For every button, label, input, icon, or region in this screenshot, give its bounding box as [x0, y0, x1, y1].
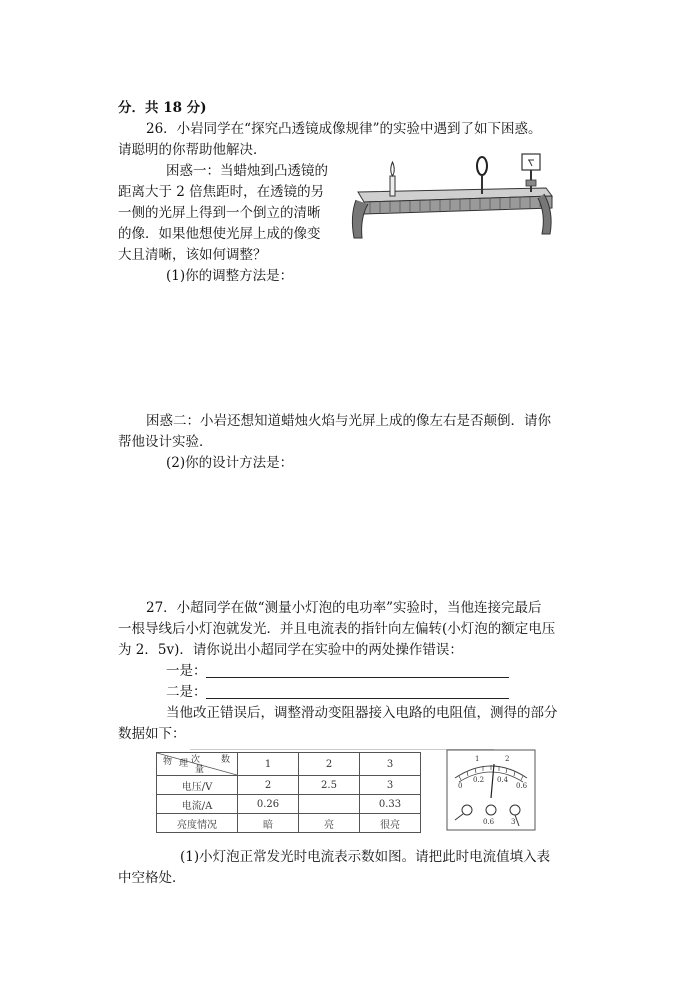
meter-scale-02: 0.2: [473, 776, 485, 784]
q27-after-line-2: 数据如下：: [118, 726, 186, 742]
q26-confusion2-line-1: 困惑二：小岩还想知道蜡烛火焰与光屏上成的像左右是否颠倒．请你: [146, 413, 551, 429]
meter-scale-06: 0.6: [516, 782, 528, 790]
ammeter-figure: [445, 748, 537, 832]
q26-confusion2-line-2: 帮他设计实验．: [118, 434, 213, 450]
q26-confusion1-line-2: 距离大于 2 倍焦距时，在透镜的另: [118, 184, 325, 200]
q26-intro-line-2: 请聪明的你帮助他解决．: [118, 142, 267, 158]
q26-intro-line-1: 26．小岩同学在“探究凸透镜成像规律”的实验中遇到了如下困惑。: [146, 121, 542, 137]
meter-scale-04: 0.4: [497, 776, 509, 784]
q27-sub1-line-1: (1)小灯泡正常发光时电流表示数如图。请把此时电流值填入表: [180, 849, 551, 865]
corner-left-label-1: 物: [163, 757, 173, 767]
corner-right-label: 数: [221, 755, 231, 765]
q27-after-line-1: 当他改正错误后，调整滑动变阻器接入电路的电阻值，测得的部分: [166, 705, 558, 721]
table-row: [157, 776, 421, 795]
voltage-cell-3: 3: [360, 776, 421, 795]
q26-confusion1-line-4: 的像．如果他想使光屏上成的像变: [118, 226, 321, 242]
q27-error1-blank[interactable]: [206, 677, 509, 678]
q26-confusion1-line-5: 大且清晰，该如何调整？: [118, 247, 267, 263]
table-col-header-1: 1: [238, 753, 299, 776]
q27-error2-blank[interactable]: [206, 698, 509, 699]
meter-scale-0: 0: [458, 782, 463, 790]
corner-diagonal: [157, 753, 237, 775]
table-corner-cell: [157, 753, 238, 776]
row-label-brightness: 亮度情况: [157, 814, 238, 833]
q26-sub1-prompt: (1)你的调整方法是：: [166, 268, 294, 284]
row-label-voltage: 电压/V: [157, 776, 238, 795]
voltage-cell-1: 2: [238, 776, 299, 795]
terminal-06: 0.6: [483, 818, 495, 826]
q27-error2-label: 二是：: [166, 684, 207, 700]
meter-top-scale-2: 2: [505, 755, 510, 763]
table-row: [157, 795, 421, 814]
terminal-3: 3: [511, 818, 516, 826]
q26-confusion1-line-1: 困惑一：当蜡烛到凸透镜的: [166, 163, 328, 179]
current-cell-1: 0.26: [238, 795, 299, 814]
current-cell-3: 0.33: [360, 795, 421, 814]
q26-confusion1-line-3: 一侧的光屏上得到一个倒立的清晰: [118, 205, 321, 221]
current-cell-2-blank[interactable]: [299, 795, 360, 814]
optical-bench-figure: [346, 152, 558, 248]
brightness-cell-2: 亮: [299, 814, 360, 833]
row-label-current: 电流/A: [157, 795, 238, 814]
q27-line-1: 27．小超同学在做“测量小灯泡的电功率”实验时，当他连接完最后: [146, 600, 542, 616]
q27-error1-label: 一是：: [166, 663, 207, 679]
corner-left-label-2: 理: [179, 759, 189, 769]
q27-line-2: 一根导线后小灯泡就发光．并且电流表的指针向左偏转(小灯泡的额定电压: [118, 621, 556, 637]
brightness-cell-3: 很亮: [360, 814, 421, 833]
q26-sub2-prompt: (2)你的设计方法是：: [166, 455, 294, 471]
q27-line-3: 为 2．5v)．请你说出小超同学在实验中的两处操作错误：: [118, 642, 463, 658]
voltage-cell-2: 2.5: [299, 776, 360, 795]
table-col-header-3: 3: [360, 753, 421, 776]
corner-top-label: 次: [191, 755, 201, 765]
section-header: 分．共 18 分): [118, 100, 207, 116]
measurement-table: [156, 752, 421, 833]
corner-left-label-3: 量: [195, 765, 205, 775]
brightness-cell-1: 暗: [238, 814, 299, 833]
q27-sub1-line-2: 中空格处．: [118, 870, 186, 886]
table-col-header-2: 2: [299, 753, 360, 776]
table-row: [157, 814, 421, 833]
meter-top-scale-1: 1: [475, 755, 480, 763]
